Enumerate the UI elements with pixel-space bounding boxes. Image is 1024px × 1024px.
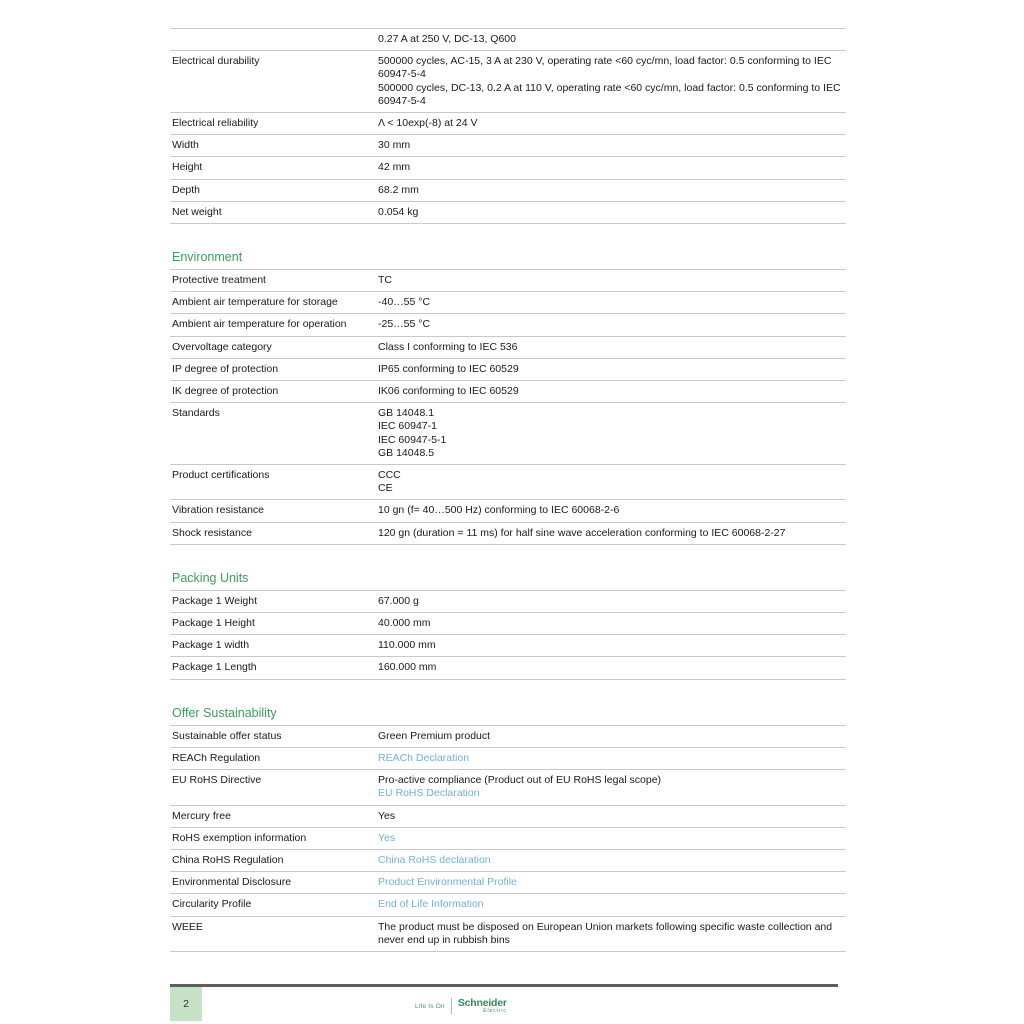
spec-label: Vibration resistance	[170, 500, 376, 522]
spec-value-line: IP65 conforming to IEC 60529	[378, 362, 519, 375]
section-spacer	[170, 680, 838, 706]
spec-label: Standards	[170, 403, 376, 465]
spec-table	[170, 725, 846, 952]
spec-table	[170, 590, 846, 680]
spec-value-line: CE	[378, 482, 393, 495]
spec-value	[376, 336, 846, 358]
spec-value	[376, 805, 846, 827]
spec-value-link[interactable]: Yes	[378, 831, 396, 844]
spec-label: Package 1 Weight	[170, 590, 376, 612]
table-row	[170, 113, 846, 135]
spec-label: Width	[170, 135, 376, 157]
table-row	[170, 849, 846, 871]
spec-label: Electrical reliability	[170, 113, 376, 135]
spec-label: Height	[170, 157, 376, 179]
table-row	[170, 613, 846, 635]
spec-value	[376, 590, 846, 612]
table-row	[170, 590, 846, 612]
spec-value-line: CCC	[378, 469, 401, 482]
spec-value	[376, 292, 846, 314]
spec-value-line: 160.000 mm	[378, 661, 437, 674]
spec-table	[170, 28, 846, 224]
spec-value	[376, 635, 846, 657]
spec-label: Electrical durability	[170, 51, 376, 113]
brand-name: Schneider	[457, 997, 507, 1010]
spec-value-line: -25…55 °C	[378, 318, 431, 331]
spec-value-line: 10 gn (f= 40…500 Hz) conforming to IEC 60068-2-6	[378, 504, 620, 517]
section-heading: Offer Sustainability	[172, 705, 277, 720]
table-row	[170, 465, 846, 500]
section-heading: Packing Units	[172, 570, 249, 585]
spec-value-line: Class I conforming to IEC 536	[378, 340, 518, 353]
table-row	[170, 29, 846, 51]
spec-value	[376, 201, 846, 223]
spec-value	[376, 827, 846, 849]
table-row	[170, 916, 846, 951]
brand-logo	[415, 995, 507, 1017]
spec-label: China RoHS Regulation	[170, 849, 376, 871]
table-row	[170, 179, 846, 201]
spec-value	[376, 381, 846, 403]
spec-value-line: IEC 60947-5-1	[378, 433, 447, 446]
table-row	[170, 135, 846, 157]
brand-tagline: Life Is On	[415, 1002, 445, 1010]
spec-label: IK degree of protection	[170, 381, 376, 403]
table-row	[170, 500, 846, 522]
spec-value-line: 110.000 mm	[378, 639, 436, 652]
spec-label: WEEE	[170, 916, 376, 951]
spec-value	[376, 403, 846, 465]
table-row	[170, 51, 846, 113]
table-row	[170, 292, 846, 314]
spec-label: Mercury free	[170, 805, 376, 827]
spec-value	[376, 358, 846, 380]
spec-value	[376, 29, 846, 51]
spec-value	[376, 725, 846, 747]
spec-table	[170, 269, 846, 545]
spec-value-line: GB 14048.1	[378, 407, 435, 420]
spec-value	[376, 51, 846, 113]
spec-value-line: 500000 cycles, AC-15, 3 A at 230 V, operating rate <60 cyc/mn, load factor: 0.5 conforming to IEC 60947-5-4	[378, 55, 832, 81]
table-row	[170, 827, 846, 849]
spec-label: Package 1 Height	[170, 613, 376, 635]
spec-label: Ambient air temperature for operation	[170, 314, 376, 336]
spec-label: Shock resistance	[170, 522, 376, 544]
table-row	[170, 747, 846, 769]
spec-value	[376, 872, 846, 894]
spec-label: Net weight	[170, 201, 376, 223]
spec-label: Overvoltage category	[170, 336, 376, 358]
section-heading: Environment	[172, 250, 243, 265]
table-row	[170, 805, 846, 827]
spec-value-line: 500000 cycles, DC-13, 0.2 A at 110 V, operating rate <60 cyc/mn, load factor: 0.5 conforming to IEC 60947-5-4	[378, 81, 841, 107]
spec-value-line: IEC 60947-1	[378, 420, 437, 433]
table-row	[170, 157, 846, 179]
spec-value-line: Yes	[378, 809, 396, 822]
spec-value	[376, 113, 846, 135]
spec-value	[376, 270, 846, 292]
spec-value-line: 0.054 kg	[378, 205, 419, 218]
spec-value-line: 42 mm	[378, 161, 411, 174]
spec-label: EU RoHS Directive	[170, 770, 376, 805]
spec-value-line: TC	[378, 274, 392, 287]
spec-value-line: The product must be disposed on European Union markets following specific waste collection and never end up in rubbish bins	[378, 920, 833, 946]
footer-content	[170, 987, 838, 1023]
spec-value	[376, 849, 846, 871]
section-spacer	[170, 224, 838, 250]
spec-value-link[interactable]: Product Environmental Profile	[378, 876, 517, 889]
spec-value	[376, 894, 846, 916]
spec-value-link[interactable]: REACh Declaration	[378, 751, 470, 764]
spec-value-link[interactable]: EU RoHS Declaration	[378, 787, 480, 800]
spec-value	[376, 613, 846, 635]
spec-label: Package 1 width	[170, 635, 376, 657]
top-spacer	[170, 0, 838, 28]
brand-subname: Electric	[483, 1007, 507, 1014]
spec-value	[376, 314, 846, 336]
page-number-badge	[170, 987, 202, 1021]
spec-label: Circularity Profile	[170, 894, 376, 916]
spec-value-line: 40.000 mm	[378, 617, 431, 630]
schneider-electric-logo	[452, 998, 507, 1014]
table-row	[170, 872, 846, 894]
table-row	[170, 270, 846, 292]
table-row	[170, 657, 846, 679]
spec-value-line: 0.27 A at 250 V, DC-13, Q600	[378, 33, 516, 45]
spec-value-line: 67.000 g	[378, 594, 419, 607]
spec-value-line: 120 gn (duration = 11 ms) for half sine wave acceleration conforming to IEC 60068-2-27	[378, 526, 786, 539]
spec-label: Protective treatment	[170, 270, 376, 292]
spec-value	[376, 522, 846, 544]
table-row	[170, 403, 846, 465]
datasheet-page	[170, 0, 841, 952]
table-row	[170, 201, 846, 223]
table-row	[170, 358, 846, 380]
spec-label: Depth	[170, 179, 376, 201]
spec-label: REACh Regulation	[170, 747, 376, 769]
spec-value-link[interactable]: End of Life Information	[378, 898, 484, 911]
spec-value-line: -40…55 °C	[378, 296, 431, 309]
table-row	[170, 381, 846, 403]
spec-value	[376, 770, 846, 805]
spec-value-line: IK06 conforming to IEC 60529	[378, 385, 519, 398]
spec-value	[376, 179, 846, 201]
spec-value	[376, 916, 846, 951]
table-row	[170, 522, 846, 544]
spec-value-line: Pro-active compliance (Product out of EU RoHS legal scope)	[378, 774, 662, 787]
spec-label	[170, 29, 376, 51]
spec-value	[376, 157, 846, 179]
table-row	[170, 314, 846, 336]
spec-sections	[170, 28, 841, 952]
section-spacer	[170, 545, 838, 571]
spec-value-line: 30 mm	[378, 139, 411, 152]
spec-label: Environmental Disclosure	[170, 872, 376, 894]
spec-value-line: GB 14048.5	[378, 446, 435, 459]
spec-value-line: 68.2 mm	[378, 183, 419, 196]
table-row	[170, 725, 846, 747]
spec-value	[376, 747, 846, 769]
spec-label: Ambient air temperature for storage	[170, 292, 376, 314]
spec-value	[376, 465, 846, 500]
spec-value	[376, 500, 846, 522]
spec-label: Package 1 Length	[170, 657, 376, 679]
spec-label: IP degree of protection	[170, 358, 376, 380]
spec-value	[376, 657, 846, 679]
table-row	[170, 770, 846, 805]
spec-value-line: Λ < 10exp(-8) at 24 V	[378, 117, 478, 130]
spec-value	[376, 135, 846, 157]
page-footer	[170, 984, 838, 1023]
table-row	[170, 635, 846, 657]
page-number: 2	[183, 998, 189, 1010]
spec-label: Sustainable offer status	[170, 725, 376, 747]
spec-value-line: Green Premium product	[378, 729, 491, 742]
spec-label: Product certifications	[170, 465, 376, 500]
table-row	[170, 894, 846, 916]
table-row	[170, 336, 846, 358]
spec-label: RoHS exemption information	[170, 827, 376, 849]
spec-value-link[interactable]: China RoHS declaration	[378, 853, 491, 866]
